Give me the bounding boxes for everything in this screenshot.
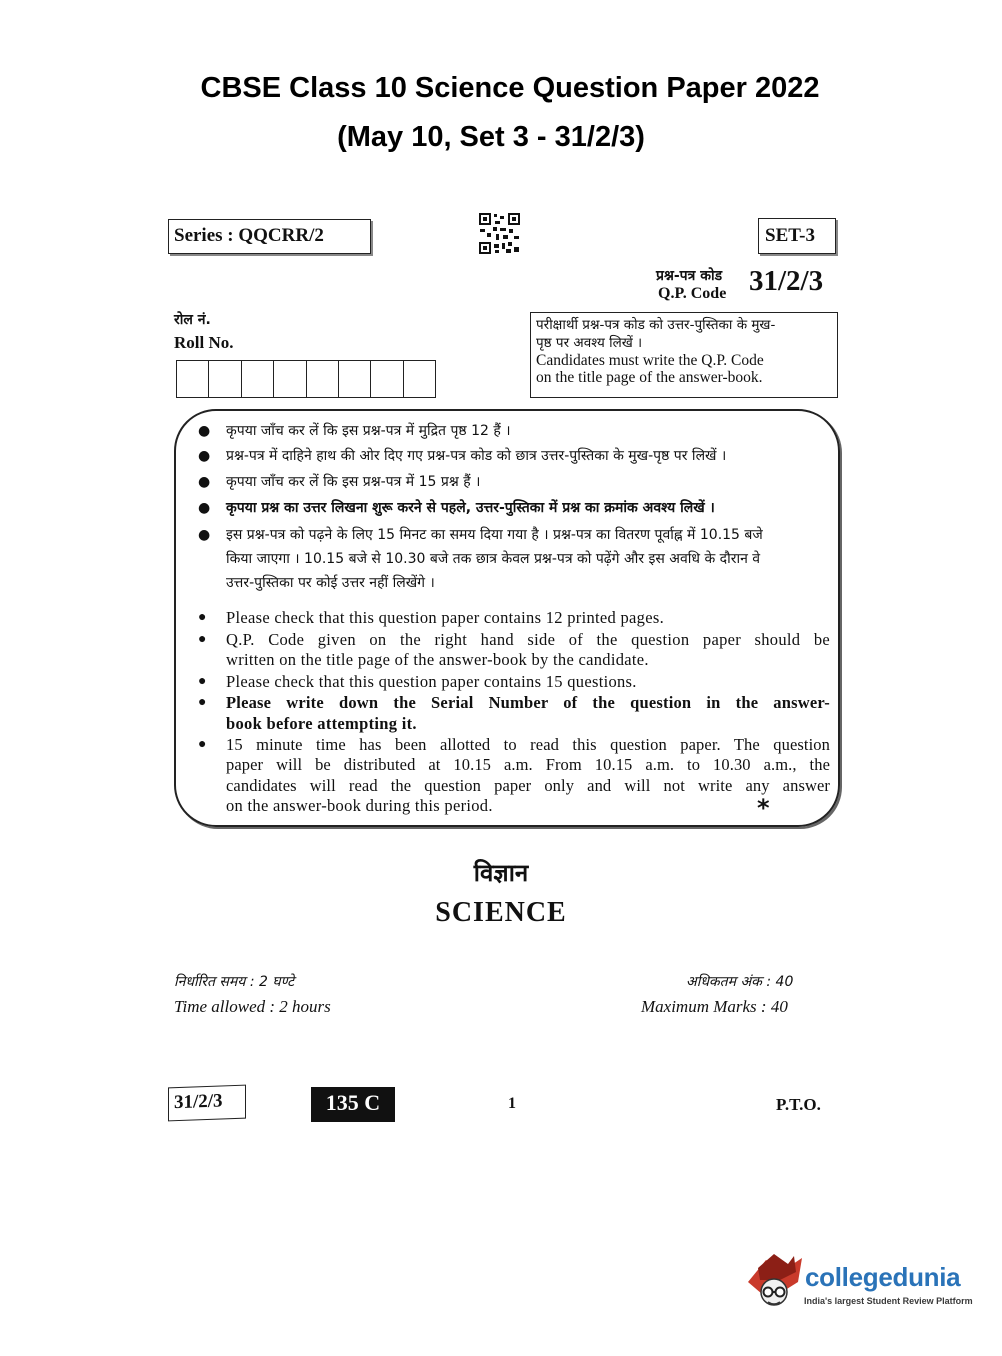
instruction-text: कृपया प्रश्न का उत्तर लिखना शुरू करने से पहले, उत्तर-पुस्तिका में प्रश्न का क्रमांक अवश्य लिखें । [226,500,715,516]
instruction-line: candidates will read the question paper only and will not write any answer [226,776,830,795]
asterisk-mark: * [757,794,770,822]
qr-code-icon [478,212,521,255]
instruction-item: ● Please write down the Serial Number of the question in the answer- [198,693,830,712]
instruction-text: कृपया जाँच कर लें कि इस प्रश्न-पत्र में 15 प्रश्न हैं । [226,474,481,490]
subject-title-hindi: विज्ञान [473,859,529,887]
instruction-text: इस प्रश्न-पत्र को पढ़ने के लिए 15 मिनट का समय दिया गया है । प्रश्न-पत्र का वितरण पूर्वाह्न में 10.15 बजे [226,527,763,543]
subject-title: SCIENCE [435,897,567,928]
maximum-marks-hindi: अधिकतम अंक : 40 [686,974,794,990]
roll-number-cell [404,361,435,397]
instruction-hindi-line: उत्तर-पुस्तिका पर कोई उत्तर नहीं लिखेंगे । [226,575,435,591]
instruction-text: 15 minute time has been allotted to read this question paper. The question [226,735,830,754]
candidate-note-hindi-line: पृष्ठ पर अवश्य लिखें । [536,335,643,351]
instruction-text: Please check that this question paper contains 12 printed pages. [226,608,664,627]
candidate-note-line: Candidates must write the Q.P. Code [536,352,764,369]
candidate-note-hindi-line: परीक्षार्थी प्रश्न-पत्र कोड को उत्तर-पुस्तिका के मुख- [536,317,776,333]
qp-code-label-hindi: प्रश्न-पत्र कोड [656,268,723,284]
pto-label: P.T.O. [776,1095,821,1114]
instruction-text: Please write down the Serial Number of the question in the answer- [226,693,830,712]
candidate-note-line: on the title page of the answer-book. [536,369,763,386]
time-allowed-hindi: निर्धारित समय : 2 घण्टे [174,974,295,990]
roll-number-cell [209,361,241,397]
qp-code-value: 31/2/3 [749,265,824,297]
instruction-item: ● Q.P. Code given on the right hand side of the question paper should be [198,630,830,649]
instruction-text: कृपया जाँच कर लें कि इस प्रश्न-पत्र में मुद्रित पृष्ठ 12 हैं । [226,423,511,439]
instruction-hindi-item: ● कृपया जाँच कर लें कि इस प्रश्न-पत्र में 15 प्रश्न हैं । [198,474,481,490]
roll-number-cell [307,361,339,397]
instruction-item: ● 15 minute time has been allotted to read this question paper. The question [198,735,830,754]
set-box: SET-3 [758,218,836,254]
roll-label-hindi: रोल नं. [174,312,211,328]
series-box: Series : QQCRR/2 [168,219,371,254]
maximum-marks: Maximum Marks : 40 [641,997,788,1016]
instruction-line: on the answer-book during this period. [226,796,493,815]
roll-label: Roll No. [174,333,234,352]
instruction-text: Q.P. Code given on the right hand side of the question paper should be [226,630,830,649]
roll-number-cell [339,361,371,397]
instruction-hindi-line: किया जाएगा । 10.15 बजे से 10.30 बजे तक छात्र केवल प्रश्न-पत्र को पढ़ेंगे और इस अवधि के दौरान वे [226,551,761,567]
footer-badge: 135 C [311,1087,395,1122]
instruction-item: ● Please check that this question paper contains 15 questions. [198,672,637,691]
candidate-note-box [530,312,838,398]
instruction-item: ● Please check that this question paper contains 12 printed pages. [198,608,664,627]
time-allowed: Time allowed : 2 hours [174,997,331,1016]
roll-number-cell [274,361,306,397]
instruction-text: प्रश्न-पत्र में दाहिने हाथ की ओर दिए गए प्रश्न-पत्र कोड को छात्र उत्तर-पुस्तिका के मुख-पृष्ठ पर लिखें । [226,448,727,464]
instruction-line: paper will be distributed at 10.15 a.m. From 10.15 a.m. to 10.30 a.m., the [226,755,830,774]
roll-number-cell [371,361,403,397]
footer-qp-code: 31/2/3 [168,1085,246,1122]
instruction-line: written on the title page of the answer-book by the candidate. [226,650,649,669]
roll-number-cell [177,361,209,397]
page-subtitle: (May 10, Set 3 - 31/2/3) [337,121,645,153]
qp-code-label: Q.P. Code [658,285,727,302]
brand-tagline: India's largest Student Review Platform [804,1296,973,1306]
instruction-hindi-item: ● कृपया जाँच कर लें कि इस प्रश्न-पत्र में मुद्रित पृष्ठ 12 हैं । [198,423,511,439]
roll-number-grid [176,360,436,398]
instruction-hindi-item: ● प्रश्न-पत्र में दाहिने हाथ की ओर दिए गए प्रश्न-पत्र कोड को छात्र उत्तर-पुस्तिका के मुख-पृष्ठ पर लिखें । [198,448,727,464]
page-title: CBSE Class 10 Science Question Paper 2022 [200,72,820,104]
instruction-text: Please check that this question paper contains 15 questions. [226,672,637,691]
brand-name: collegedunia [805,1262,961,1292]
roll-number-cell [242,361,274,397]
instruction-line: book before attempting it. [226,714,417,733]
instruction-hindi-item: ● कृपया प्रश्न का उत्तर लिखना शुरू करने से पहले, उत्तर-पुस्तिका में प्रश्न का क्रमांक अवश्य लिखें । [198,500,715,516]
instruction-hindi-item: ● इस प्रश्न-पत्र को पढ़ने के लिए 15 मिनट का समय दिया गया है । प्रश्न-पत्र का वितरण पूर्वाह्न में 10.15 बजे [198,527,763,543]
page-number: 1 [508,1095,516,1112]
